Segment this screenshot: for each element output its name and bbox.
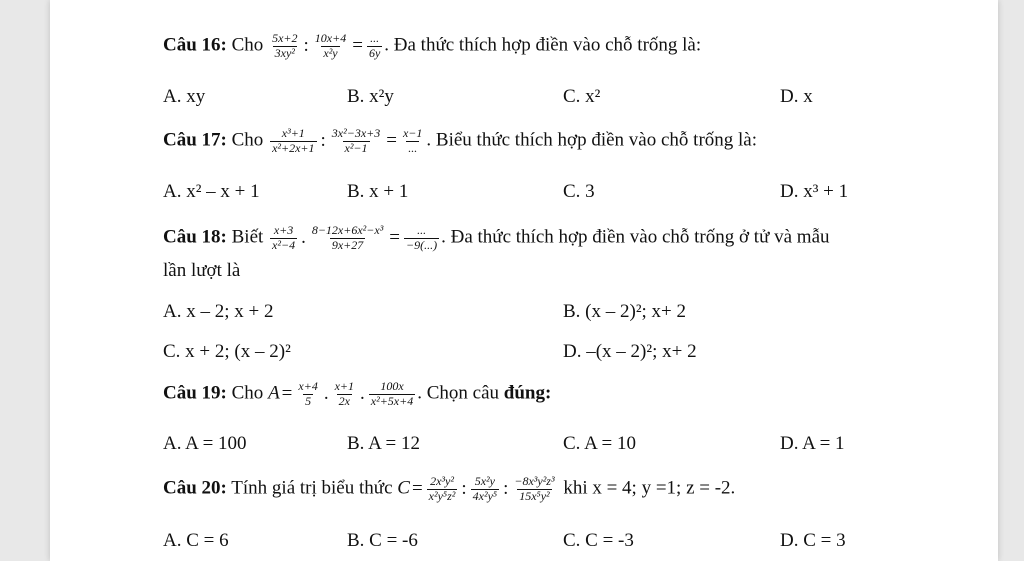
operator: .: [301, 226, 306, 248]
option-c[interactable]: C. C = -3: [563, 530, 634, 551]
question-19: [163, 380, 551, 409]
question-label: Câu 19:: [163, 382, 227, 404]
question-text: khi x = 4; y =1; z = -2.: [563, 477, 736, 499]
question-text: . Đa thức thích hợp điền vào chỗ trống ở tử và mẫu: [441, 226, 830, 248]
option-b[interactable]: B. C = -6: [347, 530, 418, 551]
fraction: [404, 224, 439, 253]
operator: .: [323, 382, 329, 404]
denominator: ...: [408, 140, 418, 155]
numerator: 8−12x+6x²−x³: [311, 223, 384, 237]
document-page: [50, 0, 998, 561]
option-c[interactable]: C. x + 2; (x – 2)²: [163, 341, 291, 362]
numerator: 5x+2: [272, 31, 298, 45]
question-18-continuation: lần lượt là: [163, 260, 241, 281]
numerator: −8x³y²z³: [514, 474, 555, 488]
equals-sign: =: [352, 34, 363, 56]
question-lead: Cho: [231, 129, 264, 151]
option-c[interactable]: C. A = 10: [563, 433, 637, 454]
question-18: [163, 224, 830, 253]
numerator: 5x²y: [474, 474, 495, 488]
fraction: [296, 380, 319, 409]
option-d[interactable]: D. C = 3: [780, 530, 846, 551]
option-a[interactable]: A. xy: [163, 86, 206, 107]
question-lead: Biết: [231, 226, 264, 248]
numerator: x³+1: [281, 126, 305, 140]
numerator: 10x+4: [314, 31, 347, 45]
numerator: 2x³y²: [430, 474, 454, 488]
denominator: x²+5x+4: [370, 393, 414, 408]
fraction: [401, 127, 424, 156]
question-emphasis: đúng:: [503, 382, 552, 404]
fraction: [270, 32, 299, 61]
numerator: ...: [370, 31, 380, 45]
equals-sign: =: [386, 129, 397, 151]
option-b[interactable]: B. A = 12: [347, 433, 421, 454]
option-a[interactable]: A. x – 2; x + 2: [163, 301, 274, 322]
numerator: x+3: [273, 223, 294, 237]
operator: :: [503, 477, 509, 499]
question-20: [163, 475, 735, 504]
option-d[interactable]: D. A = 1: [780, 433, 845, 454]
fraction: [330, 127, 382, 156]
denominator: 4x²y⁵: [472, 488, 498, 503]
fraction: [333, 380, 356, 409]
option-a[interactable]: A. C = 6: [163, 530, 229, 551]
equals-sign: =: [281, 382, 293, 404]
denominator: x²y: [323, 45, 338, 60]
option-a[interactable]: A. A = 100: [163, 433, 247, 454]
fraction: [270, 127, 316, 156]
fraction: [512, 475, 556, 504]
option-b[interactable]: B. x²y: [347, 86, 394, 107]
question-label: Câu 17:: [163, 129, 227, 151]
numerator: x−1: [402, 126, 423, 140]
fraction: [313, 32, 348, 61]
variable: C: [397, 477, 410, 499]
fraction: [471, 475, 499, 504]
denominator: −9(...): [406, 237, 438, 252]
option-d[interactable]: D. x: [780, 86, 813, 107]
fraction: [369, 380, 415, 409]
option-b[interactable]: B. (x – 2)²; x+ 2: [563, 301, 687, 322]
denominator: x²y⁵z²: [428, 488, 456, 503]
numerator: ...: [417, 223, 427, 237]
numerator: 100x: [380, 379, 404, 393]
equals-sign: =: [411, 477, 423, 499]
question-text: . Chọn câu: [417, 382, 504, 404]
question-17: [163, 127, 757, 156]
question-label: Câu 16:: [163, 34, 227, 56]
fraction: [367, 32, 382, 61]
denominator: x²+2x+1: [272, 140, 315, 155]
variable: A: [268, 382, 280, 404]
operator: .: [360, 382, 365, 404]
question-lead: Cho: [231, 382, 264, 404]
question-text: . Biểu thức thích hợp điền vào chỗ trống là:: [426, 129, 758, 151]
option-b[interactable]: B. x + 1: [347, 181, 409, 202]
question-lead: Tính giá trị biểu thức: [231, 477, 393, 499]
numerator: 3x²−3x+3: [331, 126, 381, 140]
equals-sign: =: [389, 226, 401, 248]
numerator: x+1: [334, 379, 355, 393]
denominator: 6y: [368, 45, 381, 60]
option-d[interactable]: D. –(x – 2)²; x+ 2: [563, 341, 697, 362]
fraction: [427, 475, 458, 504]
fraction: [270, 224, 297, 253]
question-label: Câu 20:: [163, 477, 227, 499]
denominator: 15x⁵y²: [519, 488, 550, 503]
denominator: 3xy²: [274, 45, 295, 60]
denominator: 9x+27: [331, 237, 364, 252]
question-label: Câu 18:: [163, 226, 227, 248]
fraction: [310, 224, 385, 253]
operator: :: [461, 477, 467, 499]
option-a[interactable]: A. x² – x + 1: [163, 181, 260, 202]
option-c[interactable]: C. x²: [563, 86, 601, 107]
denominator: 5: [305, 393, 312, 408]
question-text: . Đa thức thích hợp điền vào chỗ trống là:: [384, 34, 702, 56]
operator: :: [303, 34, 309, 56]
numerator: x+4: [298, 379, 318, 393]
denominator: x²−4: [272, 237, 296, 252]
question-lead: Cho: [231, 34, 264, 56]
denominator: 2x: [338, 393, 350, 408]
denominator: x²−1: [344, 140, 368, 155]
option-d[interactable]: D. x³ + 1: [780, 181, 849, 202]
option-c[interactable]: C. 3: [563, 181, 595, 202]
question-16: [163, 32, 701, 61]
operator: :: [320, 129, 326, 151]
